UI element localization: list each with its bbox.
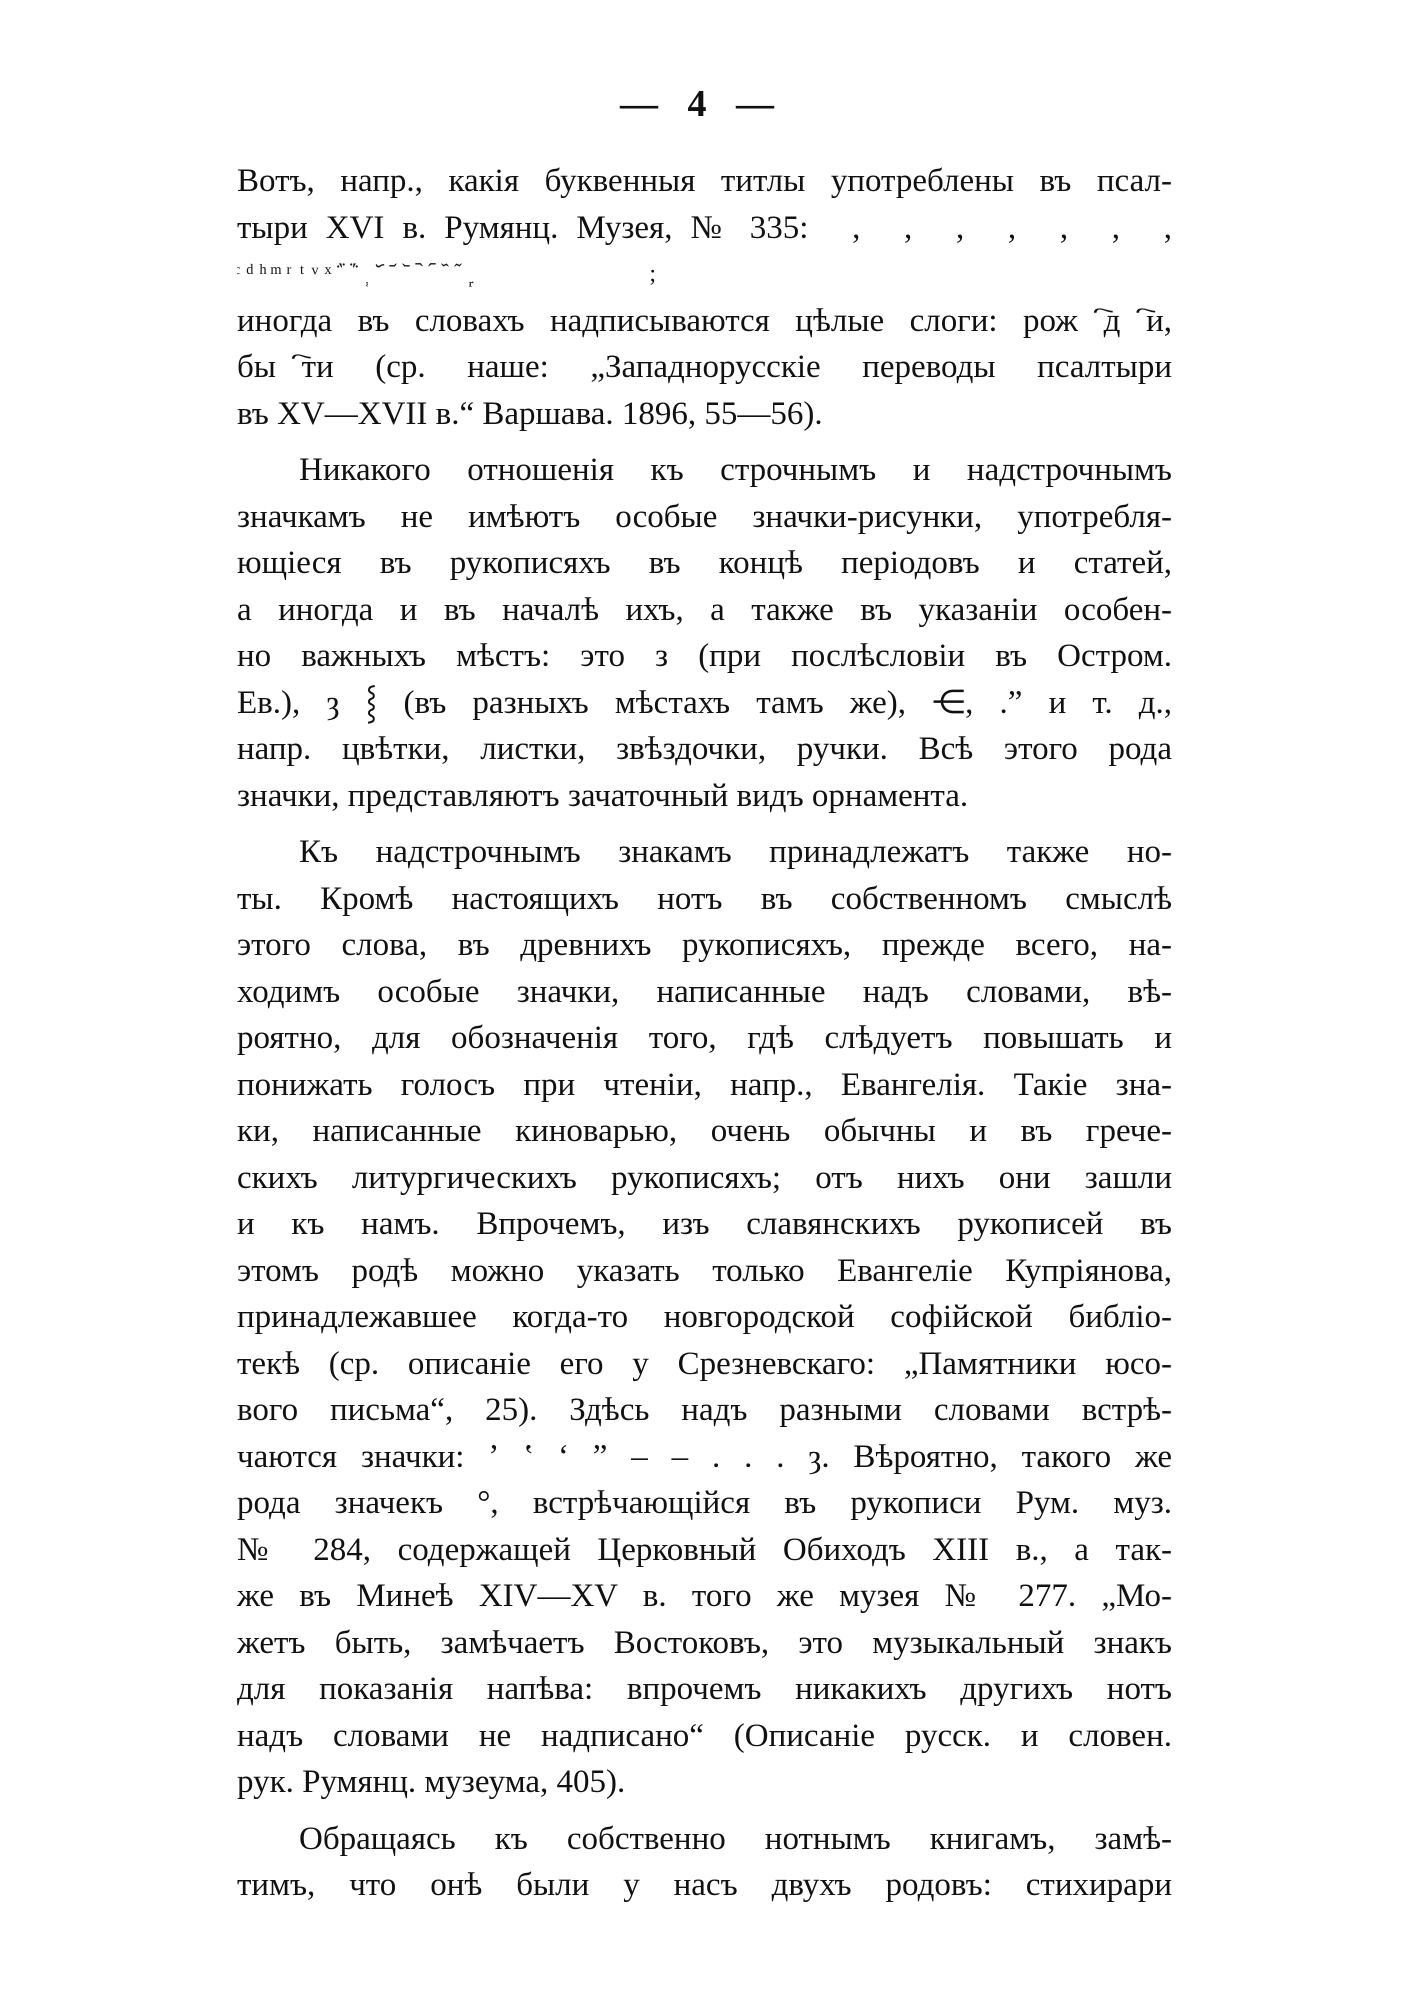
text-line: Къ надстрочнымъ знакамъ принадлежатъ также но- <box>299 834 1172 870</box>
text-line: напр. цвѣтки, листки, звѣздочки, ручки. Всѣ этого рода <box>237 731 1172 767</box>
titla-marks-line: ͨ ͩ ͪ ͫ ͬ ͭ ͮ ͯ ᷀ ᷁ ᷂ ᷃ ᷄ ᷅ ᷆ ᷇ ᷈ ᷉ ᷊ ᷋ ᷌ ᷍ ᷎ ᷏ ; <box>237 261 664 287</box>
text-line: Вотъ, напр., какія буквенныя титлы употреблены въ псал- <box>237 163 1172 199</box>
text-line: Ев.), ȝ ⸾ (въ разныхъ мѣстахъ тамъ же), ⋲, .ˮ и т. д., <box>237 684 1172 721</box>
text-line: ки, написанные киноварью, очень обычны и въ грече- <box>237 1113 1172 1149</box>
text-line: этого слова, въ древнихъ рукописяхъ, прежде всего, на- <box>237 927 1172 963</box>
paragraph-1 <box>237 158 1172 437</box>
text-line: № 284, содержащей Церковный Обиходъ XIII в., а так- <box>237 1531 1172 1568</box>
paragraph-2 <box>237 447 1172 819</box>
paragraph-4 <box>237 1816 1172 1909</box>
paragraph-3 <box>237 829 1172 1806</box>
text-line: жетъ быть, замѣчаетъ Востоковъ, это музыкальный знакъ <box>237 1624 1172 1661</box>
text-line: но важныхъ мѣстъ: это з (при послѣсловіи въ Остром. <box>237 638 1172 674</box>
text-line: быⷭ҇ти (ср. наше: „Западнорусскіе переводы псалтыри <box>237 349 1172 385</box>
text-line: ты. Кромѣ настоящихъ нотъ въ собственномъ смыслѣ <box>237 880 1172 917</box>
text-line: въ XV—XVII в.“ Варшава. 1896, 55—56). <box>237 395 823 432</box>
text-line: текѣ (ср. описаніе его у Срезневскаго: „Памятники юсо- <box>237 1345 1172 1382</box>
text-line: же въ Минеѣ XIV—XV в. того же музея № 277. „Мо- <box>237 1578 1172 1614</box>
text-line: надъ словами не надписано“ (Описаніе русск. и словен. <box>237 1717 1172 1754</box>
text-line: Никакого отношенія къ строчнымъ и надстрочнымъ <box>299 452 1172 488</box>
text-line: а иногда и въ началѣ ихъ, а также въ указаніи особен- <box>237 591 1172 628</box>
text-line: этомъ родѣ можно указать только Евангеліе Купріянова, <box>237 1252 1172 1289</box>
page-number: — 4 — <box>620 83 784 125</box>
text-line: ющіеся въ рукописяхъ въ концѣ періодовъ и статей, <box>237 545 1172 581</box>
text-line: понижать голосъ при чтеніи, напр., Евангелія. Такіе зна- <box>237 1066 1172 1103</box>
text-line: тыри XVI в. Румянц. Музея, № 335: ᷞ, ᷠ, ᷢ, ᷣ, ᷤ, ᷥ, ᷦ, <box>237 209 1172 246</box>
text-line: Обращаясь къ собственно нотнымъ книгамъ, замѣ- <box>299 1820 1172 1857</box>
text-line: тимъ, что онѣ были у насъ двухъ родовъ: стихирари <box>237 1867 1172 1903</box>
text-line: чаются значки: ʼ ʽ ʻ ˮ – – . . . ȝ. Вѣроятно, такого же <box>237 1438 1172 1475</box>
text-line: вого письма“, 25). Здѣсь надъ разными словами встрѣ- <box>237 1392 1172 1428</box>
text-line: роятно, для обозначенія того, гдѣ слѣдуетъ повышать и <box>237 1020 1172 1056</box>
text-line: значки, представляютъ зачаточный видъ орнамента. <box>237 777 969 814</box>
text-line: ходимъ особые значки, написанные надъ словами, вѣ- <box>237 973 1172 1010</box>
text-line: рук. Румянц. музеума, 405). <box>237 1764 626 1800</box>
text-line: значкамъ не имѣютъ особые значки-рисунки, употребля- <box>237 498 1172 535</box>
body-text <box>237 158 1172 1909</box>
text-line: для показанія напѣва: впрочемъ никакихъ другихъ нотъ <box>237 1671 1172 1707</box>
text-line: скихъ литургическихъ рукописяхъ; отъ нихъ они зашли <box>237 1159 1172 1196</box>
text-line: иногда въ словахъ надписываются цѣлые слоги: рожⷭ҇дⷭ҇и, <box>237 302 1172 339</box>
text-line: принадлежавшее когда-то новгородской софійской библіо- <box>237 1299 1172 1335</box>
text-line: и къ намъ. Впрочемъ, изъ славянскихъ рукописей въ <box>237 1206 1172 1242</box>
text-line: рода значекъ °, встрѣчающійся въ рукописи Рум. муз. <box>237 1485 1172 1521</box>
